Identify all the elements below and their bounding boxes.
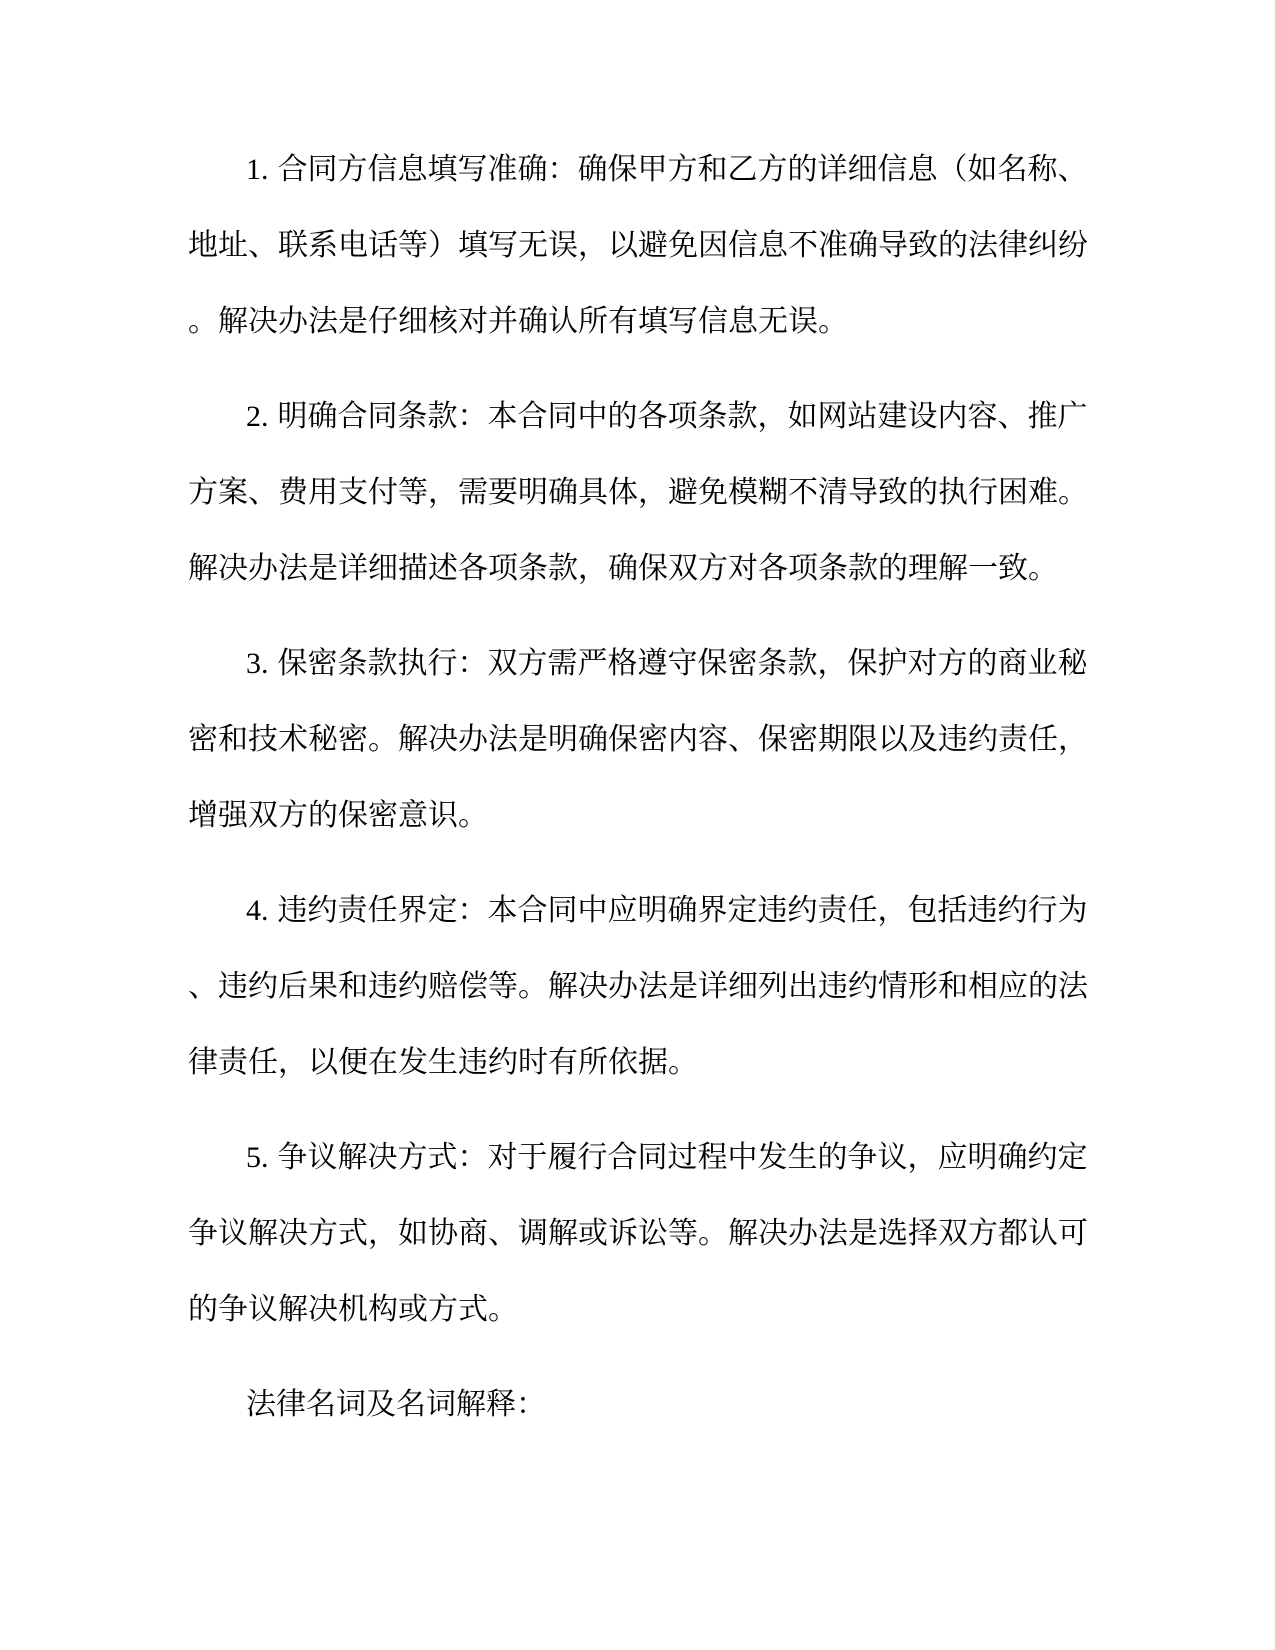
- document-body: [188, 132, 1098, 1443]
- paragraph-text: 合同方信息填写准确：确保甲方和乙方的详细信息（如名称、: [277, 153, 1088, 186]
- paragraph-line: 增强双方的保密意识。: [188, 799, 488, 832]
- paragraph-line: 解决办法是详细描述各项条款，确保双方对各项条款的理解一致。: [188, 552, 1058, 585]
- list-item-3: [188, 626, 1098, 854]
- paragraph-line: 方案、费用支付等，需要明确具体，避免模糊不清导致的执行困难。: [188, 476, 1088, 509]
- list-item-4: [188, 873, 1098, 1101]
- section-heading-legal-terms: [188, 1367, 1098, 1443]
- list-item-1: [188, 132, 1098, 360]
- paragraph-text: 明确合同条款：本合同中的各项条款，如网站建设内容、推广: [277, 400, 1088, 433]
- item-number: 3.: [246, 647, 269, 680]
- paragraph-text: 保密条款执行：双方需严格遵守保密条款，保护对方的商业秘: [277, 647, 1088, 680]
- paragraph-line: [188, 1120, 1098, 1196]
- paragraph-line: 密和技术秘密。解决办法是明确保密内容、保密期限以及违约责任，: [188, 723, 1088, 756]
- paragraph-line: [188, 873, 1098, 949]
- paragraph-line: 、违约后果和违约赔偿等。解决办法是详细列出违约情形和相应的法: [188, 970, 1088, 1003]
- item-number: 4.: [246, 894, 269, 927]
- paragraph-line: [188, 379, 1098, 455]
- paragraph-line: [188, 626, 1098, 702]
- paragraph-line: 争议解决方式，如协商、调解或诉讼等。解决办法是选择双方都认可: [188, 1217, 1088, 1250]
- list-item-2: [188, 379, 1098, 607]
- item-number: 5.: [246, 1141, 269, 1174]
- paragraph-line: [188, 132, 1098, 208]
- paragraph-line: 地址、联系电话等）填写无误，以避免因信息不准确导致的法律纠纷: [188, 229, 1088, 262]
- item-number: 1.: [246, 153, 269, 186]
- item-number: 2.: [246, 400, 269, 433]
- paragraph-line: 律责任，以便在发生违约时有所依据。: [188, 1046, 698, 1079]
- list-item-5: [188, 1120, 1098, 1348]
- paragraph-text: 违约责任界定：本合同中应明确界定违约责任，包括违约行为: [277, 894, 1088, 927]
- paragraph-line: 法律名词及名词解释：: [246, 1388, 546, 1421]
- paragraph-line: 。解决办法是仔细核对并确认所有填写信息无误。: [188, 305, 848, 338]
- paragraph-line: 的争议解决机构或方式。: [188, 1293, 518, 1326]
- paragraph-text: 争议解决方式：对于履行合同过程中发生的争议，应明确约定: [277, 1141, 1088, 1174]
